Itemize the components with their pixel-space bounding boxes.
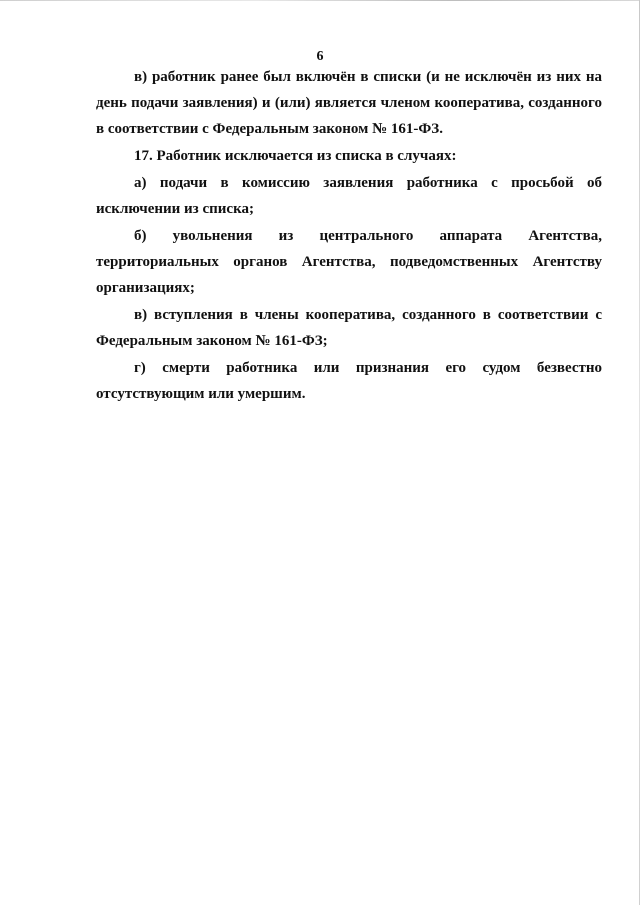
page-number: 6 [316, 49, 324, 64]
paragraph-worker-included-in-lists: в) работник ранее был включён в списки (и не исключён из них на день подачи заявления) и (или) является членом кооператива, созданного в соответствии с Федеральным законом № 161-ФЗ. [96, 69, 602, 137]
document-body [96, 64, 602, 407]
paragraph-exclusion-heading: 17. Работник исключается из списка в случаях: [134, 148, 457, 164]
paragraph-exclusion-by-request: а) подачи в комиссию заявления работника с просьбой об исключении из списка; [96, 175, 602, 217]
paragraph-exclusion-by-dismissal: б) увольнения из центрального аппарата Агентства, территориальных органов Агентства, подведомственных Агентству организациях; [96, 228, 602, 296]
scan-edge-top [0, 0, 640, 1]
paragraph-exclusion-by-death: г) смерти работника или признания его судом безвестно отсутствующим или умершим. [96, 360, 602, 402]
paragraph-exclusion-by-cooperative-membership: в) вступления в члены кооператива, созданного в соответствии с Федеральным законом № 161-ФЗ; [96, 307, 602, 349]
